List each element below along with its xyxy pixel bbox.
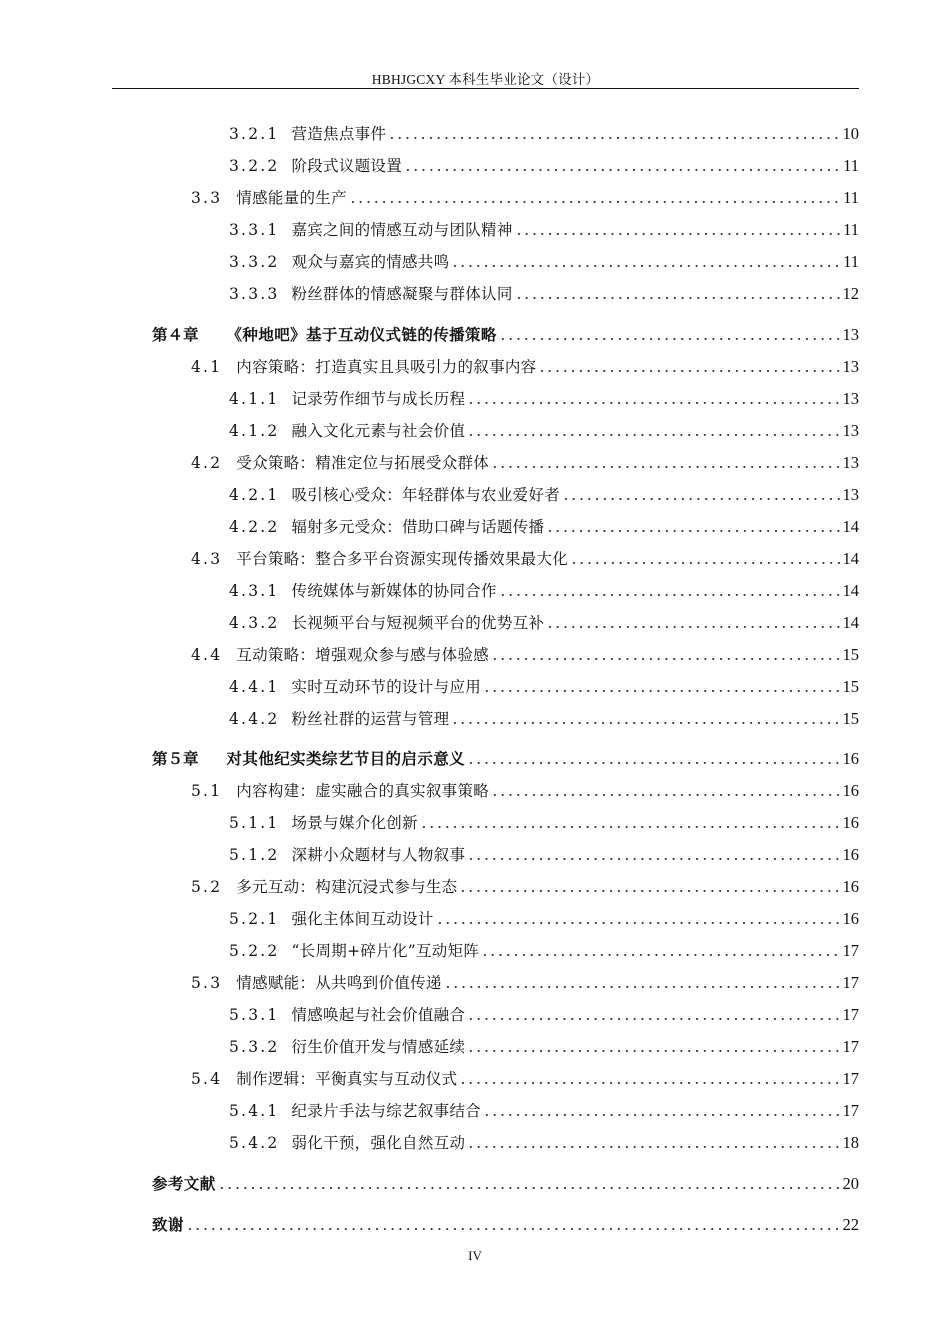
- toc-number: 3.3.2: [229, 253, 280, 271]
- toc-title: 场景与媒介化创新: [291, 814, 418, 832]
- toc-number: 5.4.2: [229, 1134, 280, 1152]
- toc-page: 20: [842, 1174, 859, 1193]
- toc-page: 13: [842, 485, 859, 504]
- dot-leader: [444, 975, 841, 989]
- toc-entry[interactable]: [229, 609, 859, 633]
- toc-title: 情感能量的生产: [236, 189, 347, 207]
- toc-number: 4.4: [191, 646, 223, 664]
- toc-chapter-title: 对其他纪实类综艺节目的启示意义: [226, 750, 466, 768]
- toc-page: 13: [842, 389, 859, 408]
- toc-entry[interactable]: [191, 449, 859, 473]
- toc-title: 融入文化元素与社会价值: [291, 422, 466, 440]
- toc-number: 4.4.2: [229, 710, 280, 728]
- toc-number: 5.1.1: [229, 814, 280, 832]
- toc-page: 17: [842, 1069, 859, 1088]
- toc-number: 4.1.1: [229, 390, 280, 408]
- toc-references-entry[interactable]: [152, 1170, 859, 1194]
- dot-leader: [562, 487, 840, 501]
- toc-page: 16: [842, 781, 859, 800]
- dot-leader: [546, 615, 840, 629]
- toc-entry[interactable]: [229, 385, 859, 409]
- toc-title: 互动策略：增强观众参与感与体验感: [236, 646, 490, 664]
- dot-leader: [218, 1176, 841, 1190]
- dot-leader: [467, 751, 840, 765]
- toc-number: 4.3.2: [229, 614, 280, 632]
- toc-title: 嘉宾之间的情感互动与团队精神: [291, 221, 513, 239]
- toc-entry[interactable]: [229, 937, 859, 961]
- toc-title: 实时互动环节的设计与应用: [291, 678, 482, 696]
- toc-acknowledgements-entry[interactable]: [152, 1211, 859, 1235]
- toc-number: 5.1: [191, 782, 223, 800]
- toc-entry[interactable]: [229, 248, 859, 272]
- toc-title: 观众与嘉宾的情感共鸣: [291, 253, 450, 271]
- toc-page: 18: [842, 1133, 859, 1152]
- toc-entry[interactable]: [229, 905, 859, 929]
- toc-entry[interactable]: [229, 216, 859, 240]
- toc-page: 11: [843, 252, 859, 271]
- toc-entry[interactable]: [229, 577, 859, 601]
- toc-title: 平台策略：整合多平台资源实现传播效果最大化: [236, 550, 569, 568]
- toc-entry[interactable]: [191, 545, 859, 569]
- toc-title: 营造焦点事件: [291, 125, 387, 143]
- toc-title: 内容策略：打造真实且具吸引力的叙事内容: [236, 358, 537, 376]
- toc-number: 4.2.1: [229, 486, 280, 504]
- toc-number: 4.3.1: [229, 582, 280, 600]
- toc-number: 5.2.2: [229, 942, 280, 960]
- toc-page: 16: [842, 813, 859, 832]
- toc-number: 4.2.2: [229, 518, 280, 536]
- dot-leader: [467, 423, 840, 437]
- toc-entry[interactable]: [191, 1065, 859, 1089]
- toc-page: 11: [843, 156, 859, 175]
- toc-number: 5.2: [191, 878, 223, 896]
- toc-page: 14: [842, 581, 859, 600]
- dot-leader: [481, 943, 840, 957]
- toc-number: 4.3: [191, 550, 223, 568]
- dot-leader: [538, 359, 840, 373]
- toc-number: 5.3.1: [229, 1006, 280, 1024]
- toc-number: 3.2.2: [229, 157, 280, 175]
- toc-title: 受众策略：精准定位与拓展受众群体: [236, 454, 490, 472]
- toc-page: 16: [842, 909, 859, 928]
- toc-page: 12: [842, 284, 859, 303]
- toc-title: 粉丝社群的运营与管理: [291, 710, 450, 728]
- toc-title: 强化主体间互动设计: [291, 910, 434, 928]
- toc-title: 长视频平台与短视频平台的优势互补: [291, 614, 545, 632]
- dot-leader: [499, 583, 841, 597]
- dot-leader: [515, 286, 841, 300]
- toc-chapter-title: 致谢: [152, 1216, 184, 1234]
- dot-leader: [491, 647, 840, 661]
- toc-title: 记录劳作细节与成长历程: [291, 390, 466, 408]
- page-number: IV: [468, 1248, 482, 1263]
- toc-chapter-number: 第４章: [152, 326, 199, 344]
- toc-number: 5.4: [191, 1070, 223, 1088]
- toc-entry[interactable]: [229, 1097, 859, 1121]
- dot-leader: [459, 879, 840, 893]
- toc-title: 纪录片手法与综艺叙事结合: [291, 1102, 482, 1120]
- dot-leader: [349, 190, 841, 204]
- toc-title: 多元互动：构建沉浸式参与生态: [236, 878, 458, 896]
- dot-leader: [483, 1103, 840, 1117]
- toc-page: 13: [842, 357, 859, 376]
- toc-title: 辐射多元受众：借助口碑与话题传播: [291, 518, 545, 536]
- toc-chapter-number: 第５章: [152, 750, 199, 768]
- toc-page: 13: [842, 453, 859, 472]
- toc-page: 10: [842, 124, 859, 143]
- toc-entry[interactable]: [191, 184, 859, 208]
- toc-entry[interactable]: [229, 1001, 859, 1025]
- toc-entry[interactable]: [229, 809, 859, 833]
- dot-leader: [404, 158, 841, 172]
- dot-leader: [186, 1217, 841, 1231]
- toc-chapter-entry[interactable]: [152, 321, 859, 345]
- toc-number: 5.3.2: [229, 1038, 280, 1056]
- toc-page: 15: [842, 645, 859, 664]
- dot-leader: [451, 254, 841, 268]
- toc-title: 弱化干预，强化自然互动: [291, 1134, 466, 1152]
- dot-leader: [491, 783, 840, 797]
- toc-entry[interactable]: [229, 280, 859, 304]
- toc-entry[interactable]: [191, 873, 859, 897]
- toc-page: 17: [842, 973, 859, 992]
- toc-title: “长周期+碎片化”互动矩阵: [291, 942, 480, 960]
- toc-entry[interactable]: [229, 120, 859, 144]
- dot-leader: [483, 679, 840, 693]
- toc-page: 14: [842, 549, 859, 568]
- dot-leader: [467, 1135, 840, 1149]
- toc-entry[interactable]: [191, 777, 859, 801]
- toc-number: 3.2.1: [229, 125, 280, 143]
- dot-leader: [436, 911, 841, 925]
- toc-chapter-entry[interactable]: [152, 745, 859, 769]
- dot-leader: [515, 222, 841, 236]
- toc-entry[interactable]: [229, 513, 859, 537]
- toc-number: 5.3: [191, 974, 223, 992]
- dot-leader: [467, 847, 840, 861]
- toc-title: 深耕小众题材与人物叙事: [291, 846, 466, 864]
- toc-number: 5.2.1: [229, 910, 280, 928]
- toc-entry[interactable]: [229, 152, 859, 176]
- dot-leader: [570, 551, 840, 565]
- toc-number: 3.3.3: [229, 285, 280, 303]
- toc-page: 11: [843, 220, 859, 239]
- toc-page: 14: [842, 517, 859, 536]
- toc-chapter-title: 参考文献: [152, 1175, 216, 1193]
- toc-page: 22: [842, 1215, 859, 1234]
- dot-leader: [451, 711, 840, 725]
- toc-title: 传统媒体与新媒体的协同合作: [291, 582, 497, 600]
- toc-page: 15: [842, 677, 859, 696]
- toc-title: 情感赋能：从共鸣到价值传递: [236, 974, 442, 992]
- toc-page: 16: [842, 749, 859, 768]
- toc-entry[interactable]: [229, 673, 859, 697]
- toc-number: 4.2: [191, 454, 223, 472]
- toc-entry[interactable]: [229, 705, 859, 729]
- toc-entry[interactable]: [191, 353, 859, 377]
- dot-leader: [499, 327, 841, 341]
- toc-page: 17: [842, 1037, 859, 1056]
- toc-entry[interactable]: [229, 417, 859, 441]
- toc-number: 4.1: [191, 358, 223, 376]
- dot-leader: [459, 1071, 840, 1085]
- toc-title: 制作逻辑：平衡真实与互动仪式: [236, 1070, 458, 1088]
- toc-page: 17: [842, 1005, 859, 1024]
- toc-entry[interactable]: [229, 841, 859, 865]
- toc-page: 13: [842, 421, 859, 440]
- toc-chapter-title: 《种地吧》基于互动仪式链的传播策略: [226, 326, 497, 344]
- toc-number: 3.3.1: [229, 221, 280, 239]
- toc-entry[interactable]: [229, 1129, 859, 1153]
- dot-leader: [467, 1007, 840, 1021]
- dot-leader: [467, 391, 840, 405]
- toc-page: 17: [842, 941, 859, 960]
- dot-leader: [491, 455, 840, 469]
- dot-leader: [388, 126, 840, 140]
- toc-entry[interactable]: [191, 641, 859, 665]
- toc-title: 吸引核心受众：年轻群体与农业爱好者: [291, 486, 561, 504]
- toc-page: 17: [842, 1101, 859, 1120]
- toc-title: 阶段式议题设置: [291, 157, 403, 175]
- toc-title: 情感唤起与社会价值融合: [291, 1006, 466, 1024]
- dot-leader: [420, 815, 841, 829]
- toc-page: 15: [842, 709, 859, 728]
- toc-number: 4.1.2: [229, 422, 280, 440]
- toc-entry[interactable]: [229, 481, 859, 505]
- toc-number: 3.3: [191, 189, 223, 207]
- toc-entry[interactable]: [191, 969, 859, 993]
- toc-title: 粉丝群体的情感凝聚与群体认同: [291, 285, 513, 303]
- toc-number: 5.1.2: [229, 846, 280, 864]
- toc-entry[interactable]: [229, 1033, 859, 1057]
- dot-leader: [546, 519, 840, 533]
- toc-page: 16: [842, 845, 859, 864]
- toc-number: 5.4.1: [229, 1102, 280, 1120]
- toc-page: 13: [842, 325, 859, 344]
- toc-page: 14: [842, 613, 859, 632]
- dot-leader: [467, 1039, 840, 1053]
- page-header: HBHJGCXY 本科生毕业论文（设计）: [371, 72, 600, 87]
- toc-title: 衍生价值开发与情感延续: [291, 1038, 466, 1056]
- toc-number: 4.4.1: [229, 678, 280, 696]
- toc-page: 16: [842, 877, 859, 896]
- toc-page: 11: [843, 188, 859, 207]
- toc-title: 内容构建：虚实融合的真实叙事策略: [236, 782, 490, 800]
